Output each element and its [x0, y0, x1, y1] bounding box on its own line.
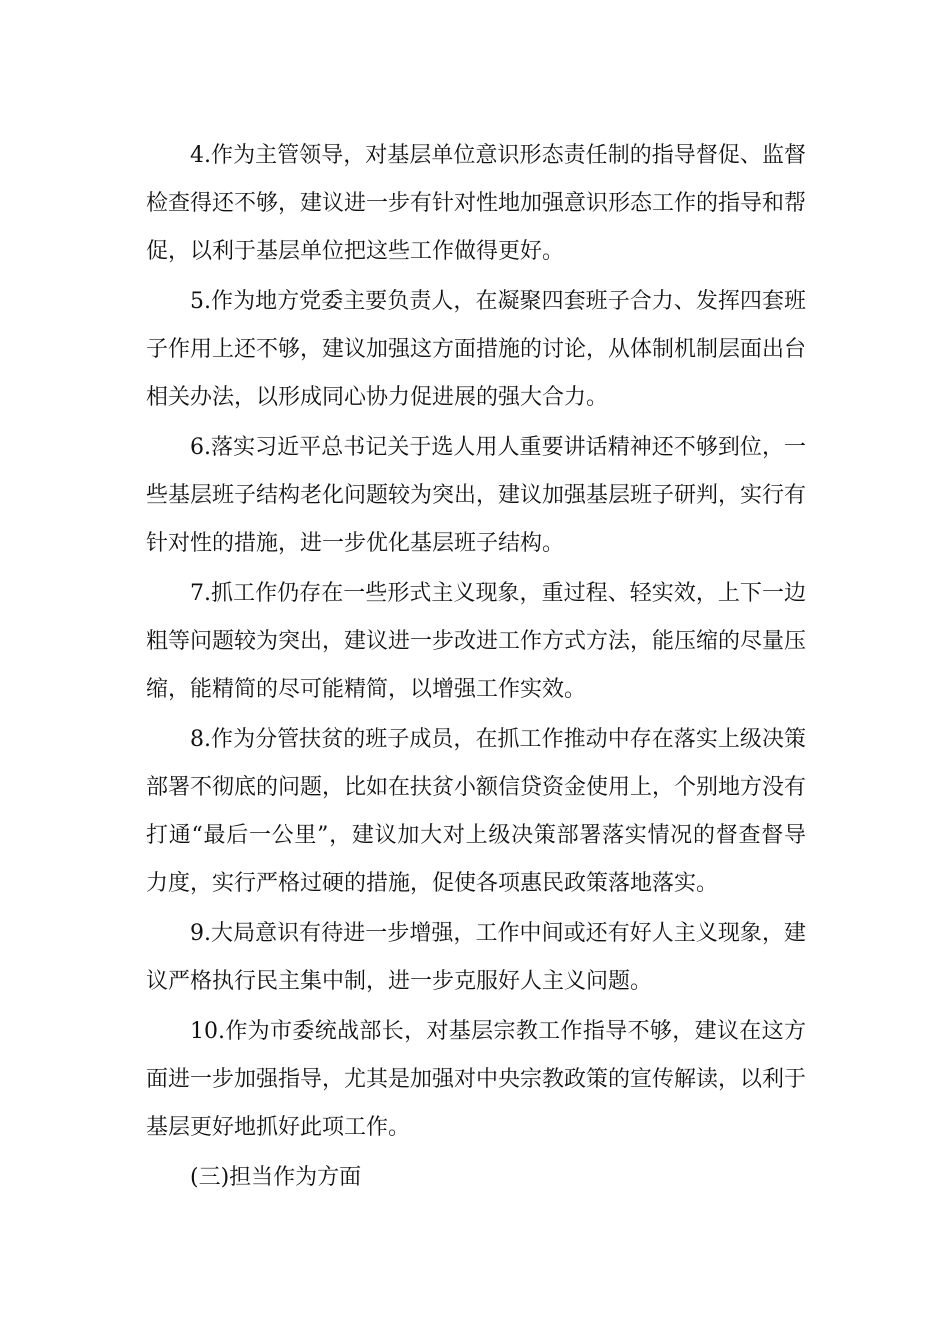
- paragraph-item-9: 9.大局意识有待进一步增强，工作中间或还有好人主义现象，建议严格执行民主集中制，进一步克服好人主义问题。: [146, 921, 806, 994]
- paragraph-item-7: 7.抓工作仍存在一些形式主义现象，重过程、轻实效，上下一边粗等问题较为突出，建议进一步改进工作方式方法，能压缩的尽量压缩，能精简的尽可能精简，以增强工作实效。: [146, 581, 807, 702]
- paragraph-item-10: 10.作为市委统战部长，对基层宗教工作指导不够，建议在这方面进一步加强指导，尤其是加强对中央宗教政策的宣传解读，以利于基层更好地抓好此项工作。: [146, 1019, 807, 1140]
- paragraph-item-6: 6.落实习近平总书记关于选人用人重要讲话精神还不够到位，一些基层班子结构老化问题较为突出，建议加强基层班子研判，实行有针对性的措施，进一步优化基层班子结构。: [146, 435, 807, 556]
- paragraph-item-8: 8.作为分管扶贫的班子成员，在抓工作推动中存在落实上级决策部署不彻底的问题，比如在扶贫小额信贷资金使用上，个别地方没有打通“最后一公里”，建议加大对上级决策部署落实情况的督查督导力度，实行严格过硬的措施，促使各项惠民政策落地落实。: [146, 727, 807, 896]
- section-heading: (三)担当作为方面: [190, 1165, 362, 1190]
- paragraph-item-4: 4.作为主管领导，对基层单位意识形态责任制的指导督促、监督检查得还不够，建议进一步有针对性地加强意识形态工作的指导和帮促，以利于基层单位把这些工作做得更好。: [146, 143, 807, 264]
- document-body: [146, 132, 806, 1202]
- paragraph-item-5: 5.作为地方党委主要负责人，在凝聚四套班子合力、发挥四套班子作用上还不够，建议加强这方面措施的讨论，从体制机制层面出台相关办法，以形成同心协力促进展的强大合力。: [146, 289, 807, 410]
